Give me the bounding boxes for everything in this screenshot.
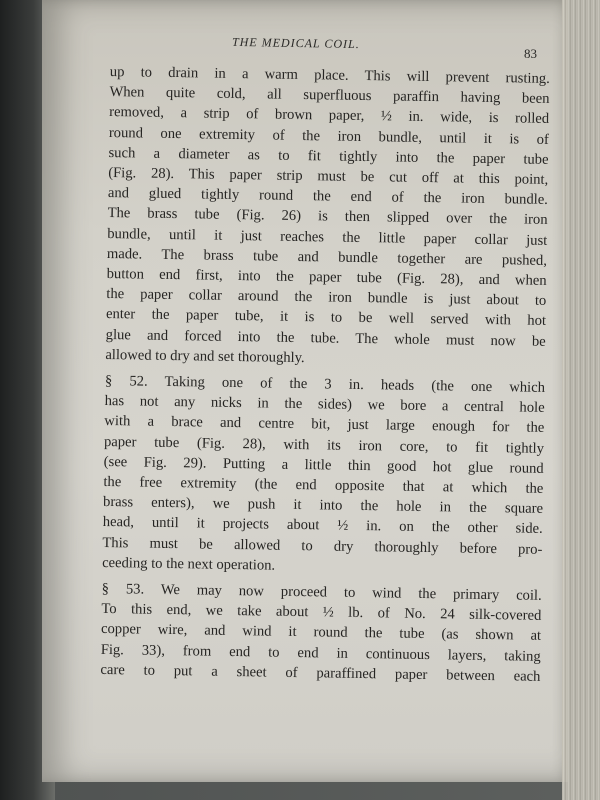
text-line: care to put a sheet of paraffined paper between each [100, 661, 541, 685]
text-line: up to drain in a warm place. This will prevent rusting. [109, 63, 550, 87]
text-line: round one extremity of the iron bundle, until it is of [108, 124, 549, 148]
text-line: made. The brass tube and bundle together are pushed, [106, 245, 548, 269]
text-line: § 52. Taking one of the 3 in. heads (the one which [104, 373, 546, 396]
text-line: the paper collar around the iron bundle is just about to [106, 286, 547, 310]
text-line: removed, a strip of brown paper, ½ in. wide, is rolled [109, 104, 550, 128]
paragraph-1 [105, 62, 550, 372]
book-page [42, 0, 568, 782]
text-line: ceeding to the next operation. [102, 554, 276, 574]
text-line: Fig. 33), from end to end in continuous layers, taking [100, 641, 541, 665]
text-line: § 53. We may now proceed to wind the primary coil. [101, 581, 542, 604]
paragraph-2-section-52 [102, 371, 545, 580]
page-number: 83 [524, 46, 537, 61]
text-line: with a brace and centre bit, just large enough for the [104, 413, 545, 437]
text-line: copper wire, and wind it round the tube (as shown at [100, 621, 542, 645]
text-line: glue and forced into the tube. The whole must now be [105, 326, 546, 350]
text-line: When quite cold, all superfluous paraffin having been [109, 84, 550, 108]
text-line: head, until it projects about ½ in. on the other side. [102, 514, 543, 538]
page-stack-edges [562, 0, 600, 800]
text-line: bundle, until it just reaches the little paper collar just [107, 225, 548, 249]
paragraph-3-section-53 [100, 579, 542, 687]
text-line: enter the paper tube, it is to be well served with hot [105, 306, 547, 330]
text-line: has not any nicks in the sides) we bore a central hole [104, 393, 545, 417]
page-body [100, 62, 550, 687]
text-line: The brass tube (Fig. 26) is then slipped over the iron [107, 205, 548, 229]
text-line: This must be allowed to dry thoroughly before pro- [102, 534, 543, 558]
text-line: and glued tightly round the end of the iron bundle. [107, 185, 549, 209]
text-line: paper tube (Fig. 28), with its iron core, to fit tightly [103, 433, 545, 457]
text-line: allowed to dry and set thoroughly. [105, 346, 305, 366]
text-line: (see Fig. 29). Putting a little thin good hot glue round [103, 453, 544, 477]
running-head: THE MEDICAL COIL. [231, 34, 360, 52]
text-line: the free extremity (the end opposite that at which the [103, 474, 544, 497]
text-line: such a diameter as to fit tightly into the paper tube [108, 144, 549, 168]
text-line: button end first, into the paper tube (Fig. 28), and when [106, 266, 547, 289]
text-line: (Fig. 28). This paper strip must be cut off at this point, [108, 165, 549, 188]
text-line: brass enters), we push it into the hole in the square [102, 494, 544, 518]
text-line: To this end, we take about ½ lb. of No. 24 silk-covered [101, 601, 542, 625]
